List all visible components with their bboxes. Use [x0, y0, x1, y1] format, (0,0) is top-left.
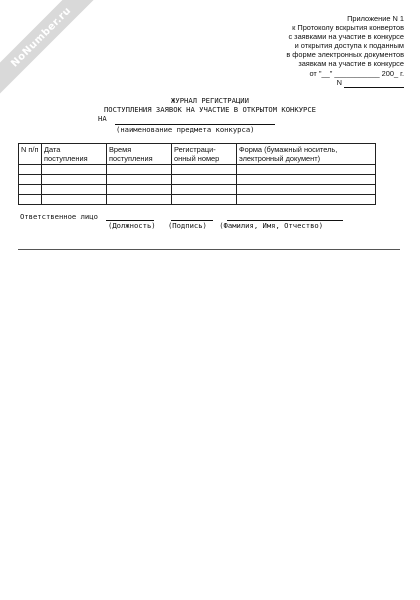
fio-caption: (Фамилия, Имя, Отчество) [219, 221, 324, 230]
table-cell [172, 185, 237, 195]
fio-blank [227, 213, 343, 221]
table-cell [42, 175, 107, 185]
appendix-line: заявкам на участие в конкурсе [298, 59, 404, 69]
watermark-ribbon [0, 0, 102, 98]
table-cell [42, 185, 107, 195]
signature-caption: (Подпись) [167, 221, 207, 230]
col-date: Дата поступления [42, 144, 107, 165]
table-cell [19, 175, 42, 185]
table-cell [19, 185, 42, 195]
appendix-line: Приложение N 1 [347, 14, 404, 23]
table-cell [237, 165, 376, 175]
table-cell [172, 165, 237, 175]
col-form: Форма (бумажный носитель, электронный документ) [237, 144, 376, 165]
number-blank [344, 78, 404, 88]
subject-blank [115, 114, 275, 124]
appendix-number-line [286, 78, 404, 88]
appendix-line: с заявками на участие в конкурсе [288, 32, 404, 42]
appendix-line: от "__" ___________ 200_ г. [309, 68, 404, 78]
journal-subtitle: ПОСТУПЛЕНИЯ ЗАЯВОК НА УЧАСТИЕ В ОТКРЫТОМ КОНКУРСЕ [103, 105, 317, 115]
appendix-block [286, 14, 404, 88]
responsible-captions [20, 221, 343, 230]
table-row [19, 165, 376, 175]
table-cell [172, 195, 237, 205]
col-number: N п/п [19, 144, 42, 165]
position-caption: (Должность) [108, 221, 156, 230]
appendix-line: и открытия доступа к поданным [294, 41, 404, 51]
watermark-text: NoNumber.ru [8, 4, 74, 70]
table-cell [237, 175, 376, 185]
col-reg-number: Регистраци- онный номер [172, 144, 237, 165]
appendix-line: в форме электронных документов [286, 50, 404, 60]
table-cell [107, 165, 172, 175]
col-time: Время поступления [107, 144, 172, 165]
responsible-line [20, 212, 343, 221]
table-cell [172, 175, 237, 185]
journal-header [0, 96, 420, 134]
journal-subject-line [0, 114, 420, 124]
table-cell [42, 165, 107, 175]
registration-table [18, 143, 376, 205]
table-header-row [19, 144, 376, 165]
table-body [19, 165, 376, 205]
table-cell [42, 195, 107, 205]
na-label: НА [98, 114, 107, 124]
table-cell [107, 195, 172, 205]
table-cell [19, 195, 42, 205]
appendix-line: к Протоколу вскрытия конвертов [292, 23, 404, 33]
position-blank [106, 213, 154, 221]
table-cell [237, 195, 376, 205]
table-cell [237, 185, 376, 195]
signature-blank [171, 213, 213, 221]
table-cell [19, 165, 42, 175]
responsible-label: Ответственное лицо [20, 212, 98, 221]
table-cell [107, 175, 172, 185]
number-label: N [336, 77, 342, 87]
table-row [19, 185, 376, 195]
subject-caption: (наименование предмета конкурса) [116, 124, 255, 134]
table-row [19, 175, 376, 185]
table-cell [107, 185, 172, 195]
journal-title: ЖУРНАЛ РЕГИСТРАЦИИ [171, 96, 249, 105]
bottom-divider [18, 249, 400, 250]
responsible-block [20, 212, 343, 230]
table-row [19, 195, 376, 205]
